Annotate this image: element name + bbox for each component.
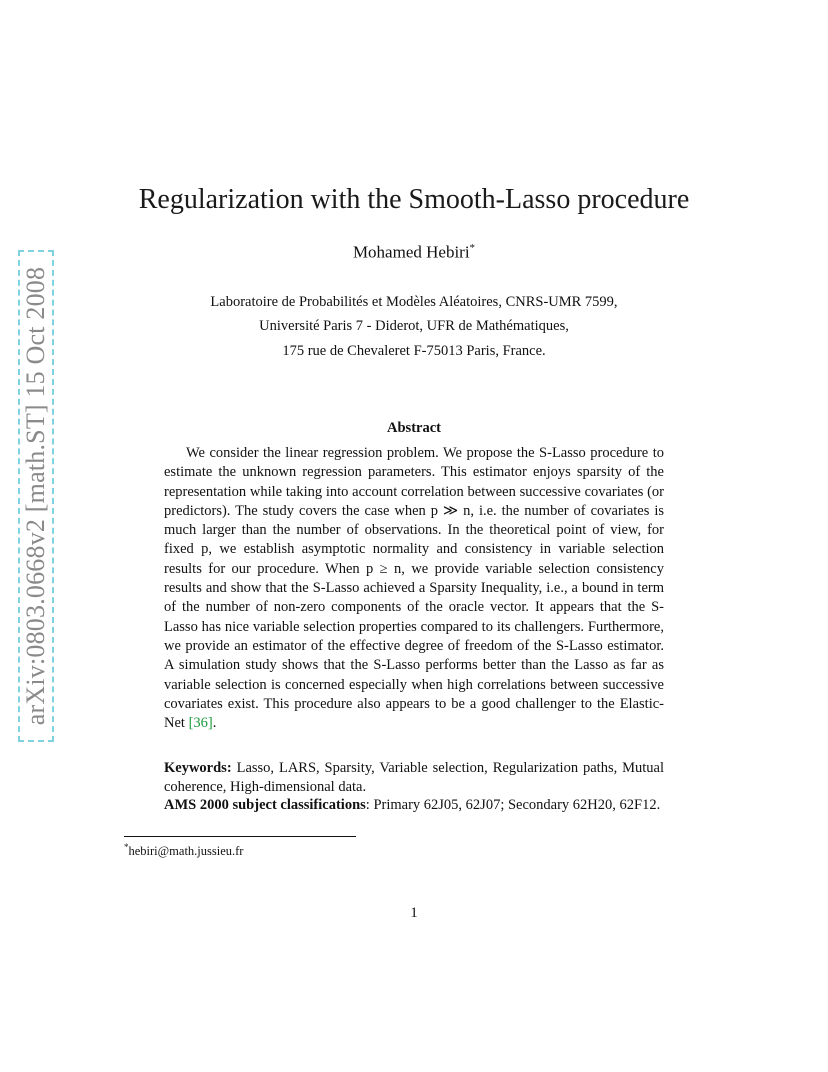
abstract-body <box>164 444 664 733</box>
arxiv-identifier: arXiv:0803.0668v2 [math.ST] 15 Oct 2008 <box>21 266 50 726</box>
footnote-divider <box>124 836 356 837</box>
footnote-mark: * <box>124 842 129 852</box>
affiliation-line-2: Université Paris 7 - Diderot, UFR de Mathématiques, <box>259 318 569 334</box>
author-name: Mohamed Hebiri <box>352 242 470 262</box>
affiliation-line-1: Laboratoire de Probabilités et Modèles Aléatoires, CNRS-UMR 7599, <box>210 294 618 310</box>
abstract-heading: Abstract <box>387 420 441 436</box>
author-line <box>0 242 828 263</box>
footnote <box>124 842 243 859</box>
footnote-email: hebiri@math.jussieu.fr <box>128 844 244 859</box>
author-footnote-mark: * <box>469 242 476 254</box>
ams-label: AMS 2000 subject classifications <box>164 797 366 813</box>
abstract-text-end: . <box>212 715 217 732</box>
ams-text: : Primary 62J05, 62J07; Secondary 62H20, 62F12. <box>365 797 661 813</box>
keywords <box>164 759 664 797</box>
keywords-label: Keywords: <box>164 760 232 776</box>
paper-title: Regularization with the Smooth-Lasso procedure <box>138 184 690 215</box>
page-number: 1 <box>410 905 418 921</box>
citation-link[interactable]: [36] <box>188 715 213 732</box>
keywords-text: Lasso, LARS, Sparsity, Variable selection, Regularization paths, Mutual coherence, High-dimensional data. <box>164 760 665 795</box>
abstract-text: We consider the linear regression problem. We propose the S-Lasso procedure to estimate the unknown regression parameters. This estimator enjoys sparsity of the representation while taking into account correlation between successive covariates (or predictors). The study covers the case when p ≫ n, i.e. the number of covariates is much larger than the number of observations. In the theoretical point of view, for fixed p, we establish asymptotic normality and consistency in variable selection results for our procedure. When p ≥ n, we provide variable selection consistency results and show that the S-Lasso achieved a Sparsity Inequality, i.e., a bound in term of the number of non-zero components of the oracle vector. It appears that the S-Lasso has nice variable selection properties compared to its challengers. Furthermore, we provide an estimator of the effective degree of freedom of the S-Lasso estimator. A simulation study shows that the S-Lasso performs better than the Lasso as far as variable selection is concerned especially when high correlations between successive covariates exist. This procedure also appears to be a good challenger to the Elastic-Net <box>164 445 664 732</box>
affiliation-line-3: 175 rue de Chevaleret F-75013 Paris, France. <box>282 343 546 359</box>
ams-classification <box>164 796 664 815</box>
